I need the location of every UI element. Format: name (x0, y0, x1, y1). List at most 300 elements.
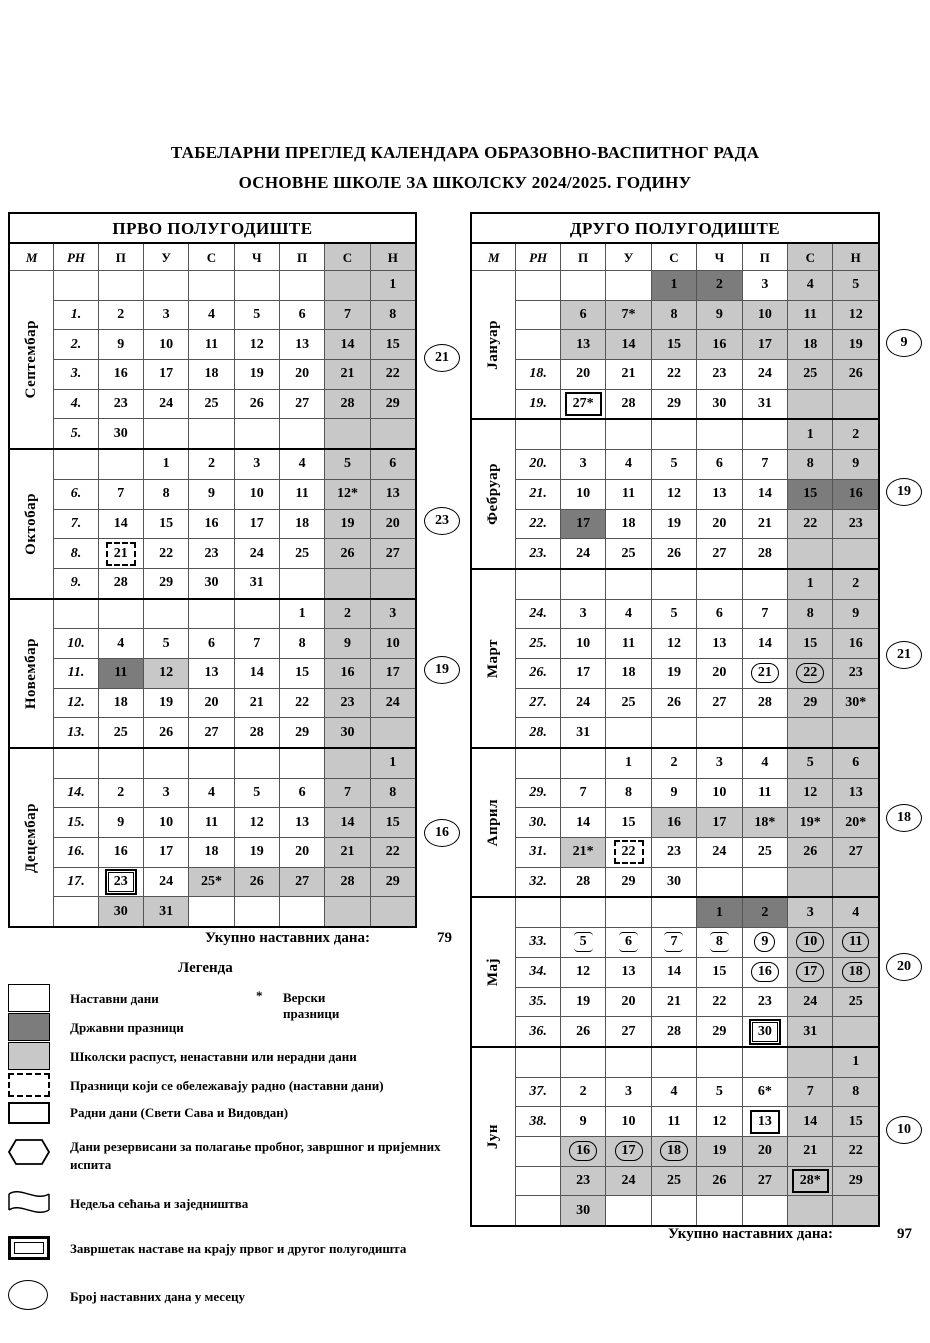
calendar-day (697, 1017, 742, 1047)
day-number: 19 (666, 515, 681, 531)
day-number: 23 (757, 993, 772, 1009)
calendar-day (325, 897, 370, 927)
calendar-day (742, 539, 787, 569)
calendar-day (370, 808, 416, 838)
day-number: 8 (710, 932, 729, 952)
weekday-header: П (98, 243, 143, 271)
day-number: 6 (207, 635, 215, 651)
calendar-day (279, 479, 324, 509)
calendar-day (833, 867, 879, 897)
calendar-day (833, 569, 879, 599)
week-number: 10. (54, 629, 98, 659)
day-number: 23 (340, 694, 355, 710)
calendar-day (98, 568, 143, 598)
day-number: 7 (343, 307, 351, 323)
month-label: Октобар (23, 492, 40, 555)
day-number: 27 (712, 545, 727, 561)
day-number: 6 (298, 307, 306, 323)
day-number: 12 (666, 635, 681, 651)
day-number: 1 (715, 904, 723, 920)
day-number: 27 (295, 396, 310, 412)
week-number: 17. (54, 867, 98, 897)
calendar-day (279, 360, 324, 390)
calendar-day (697, 1166, 742, 1196)
calendar-day (98, 509, 143, 539)
calendar-day (189, 599, 234, 629)
day-number: 16 (569, 1141, 597, 1161)
calendar-day (833, 330, 879, 360)
weekday-header: С (325, 243, 370, 271)
month-label: Децембар (23, 802, 40, 873)
day-number: 13 (848, 785, 863, 801)
week-number: 4. (54, 389, 98, 419)
calendar-day (98, 838, 143, 868)
calendar-day (788, 599, 833, 629)
calendar-day (606, 1107, 651, 1137)
week-number (54, 748, 98, 778)
calendar-day (606, 928, 651, 958)
day-number: 29 (385, 874, 400, 890)
calendar-day (833, 1196, 879, 1226)
month-name (9, 271, 54, 450)
day-number: 11 (621, 635, 636, 651)
calendar-day (560, 539, 605, 569)
calendar-day (560, 360, 605, 390)
calendar-day (697, 360, 742, 390)
week-number: 6. (54, 479, 98, 509)
day-number: 23 (848, 665, 863, 681)
calendar-day (370, 897, 416, 927)
calendar-day (697, 479, 742, 509)
day-number: 3 (715, 755, 723, 771)
week-row (9, 300, 416, 330)
legend-swatch-box (8, 1102, 50, 1124)
day-number: 9 (117, 814, 125, 830)
calendar-day (325, 271, 370, 301)
calendar-day (788, 688, 833, 718)
day-number: 25 (621, 694, 636, 710)
week-row (9, 419, 416, 449)
calendar-day (279, 778, 324, 808)
day-number: 8 (806, 605, 814, 621)
day-number: 19 (249, 844, 264, 860)
calendar-day (279, 867, 324, 897)
month-label: Март (485, 638, 502, 679)
week-number: 7. (54, 509, 98, 539)
day-number: 19 (666, 665, 681, 681)
day-number: 28 (340, 874, 355, 890)
day-number: 17 (159, 366, 174, 382)
calendar-day (189, 867, 234, 897)
calendar-day (742, 479, 787, 509)
calendar-day (560, 271, 605, 301)
calendar-day (651, 389, 696, 419)
day-number: 23 (204, 545, 219, 561)
calendar-day (560, 1136, 605, 1166)
day-number: 16 (204, 515, 219, 531)
day-number: 11 (204, 336, 219, 352)
hexagon-icon (8, 1138, 50, 1166)
calendar-day (98, 389, 143, 419)
day-number: 24 (576, 545, 591, 561)
week-row (471, 1136, 879, 1166)
calendar-day (833, 748, 879, 778)
calendar-day (697, 569, 742, 599)
day-number: 9 (715, 307, 723, 323)
day-number: 3 (253, 456, 261, 472)
day-number: 30 (204, 575, 219, 591)
week-number: 27. (516, 688, 560, 718)
first-semester-total-value: 79 (437, 930, 452, 946)
day-number: 10 (621, 1113, 636, 1129)
calendar-day (742, 867, 787, 897)
week-number (516, 300, 560, 330)
week-row (9, 688, 416, 718)
week-row (471, 330, 879, 360)
calendar-day (143, 599, 188, 629)
calendar-day (189, 658, 234, 688)
calendar-day (697, 778, 742, 808)
calendar-day (788, 928, 833, 958)
week-row (9, 897, 416, 927)
day-number: 29 (803, 694, 818, 710)
day-number: 28 (249, 724, 264, 740)
day-number: 15 (385, 336, 400, 352)
calendar-day (833, 1107, 879, 1137)
calendar-day (606, 1077, 651, 1107)
calendar-day (370, 599, 416, 629)
day-number: 1 (298, 605, 306, 621)
semester-title-row (9, 213, 416, 243)
day-number: 8 (852, 1083, 860, 1099)
calendar-day (234, 808, 279, 838)
day-number: 5 (806, 755, 814, 771)
calendar-day (742, 1047, 787, 1077)
calendar-day (742, 957, 787, 987)
day-number: 15 (803, 635, 818, 651)
calendar-day (279, 629, 324, 659)
day-number: 28 (113, 575, 128, 591)
calendar-day (697, 897, 742, 927)
calendar-day (651, 360, 696, 390)
calendar-day (742, 509, 787, 539)
title-line-2: ОСНОВНЕ ШКОЛЕ ЗА ШКОЛСКУ 2024/2025. ГОДИНУ (238, 173, 692, 192)
calendar-day (833, 539, 879, 569)
calendar-day (651, 419, 696, 449)
week-row (471, 599, 879, 629)
calendar-day (370, 360, 416, 390)
day-number: 26 (576, 1023, 591, 1039)
day-number: 19 (712, 1143, 727, 1159)
calendar-day (143, 389, 188, 419)
calendar-day (560, 867, 605, 897)
week-row (9, 748, 416, 778)
calendar-day (560, 1017, 605, 1047)
day-number: 22 (295, 694, 310, 710)
day-number: 10 (159, 336, 174, 352)
calendar-day (189, 419, 234, 449)
calendar-day (189, 449, 234, 479)
calendar-day (742, 1136, 787, 1166)
week-row (471, 1047, 879, 1077)
calendar-day (560, 1196, 605, 1226)
day-number: 8 (389, 785, 397, 801)
day-number: 13 (295, 336, 310, 352)
day-number: 20 (712, 665, 727, 681)
calendar-day (651, 629, 696, 659)
weekday-header: П (279, 243, 324, 271)
day-number: 21* (572, 844, 594, 860)
calendar-day (697, 928, 742, 958)
day-number: 20 (621, 993, 636, 1009)
week-row (471, 838, 879, 868)
day-number: 4 (761, 755, 769, 771)
calendar-day (651, 718, 696, 748)
calendar-day (234, 330, 279, 360)
week-number: 16. (54, 838, 98, 868)
calendar-day (560, 718, 605, 748)
week-row (9, 629, 416, 659)
day-number: 4 (117, 635, 125, 651)
day-number: 25 (113, 724, 128, 740)
day-number: 18 (113, 694, 128, 710)
calendar-day (651, 539, 696, 569)
day-number: 27* (565, 392, 602, 416)
calendar-day (98, 688, 143, 718)
day-number: 6 (579, 307, 587, 323)
day-number: 5 (670, 605, 678, 621)
calendar-day (651, 330, 696, 360)
calendar-day (606, 330, 651, 360)
day-number: 27 (621, 1023, 636, 1039)
day-number: 14 (340, 336, 355, 352)
calendar-day (560, 569, 605, 599)
calendar-day (98, 419, 143, 449)
day-number: 11 (803, 307, 817, 323)
calendar-day (651, 450, 696, 480)
day-number: 7 (117, 486, 125, 502)
month-label: Јануар (485, 319, 502, 370)
week-number: 24. (516, 599, 560, 629)
calendar-day (788, 1017, 833, 1047)
day-number: 5 (574, 932, 593, 952)
calendar-day (279, 271, 324, 301)
day-number: 27 (757, 1172, 772, 1188)
day-number: 22 (385, 844, 400, 860)
calendar-day (370, 449, 416, 479)
calendar-day (279, 419, 324, 449)
day-number: 5 (162, 635, 170, 651)
weekday-header: РН (54, 243, 98, 271)
calendar-day (833, 928, 879, 958)
calendar-day (560, 300, 605, 330)
day-number: 9 (754, 932, 775, 952)
day-number: 11 (295, 486, 309, 502)
calendar-day (325, 389, 370, 419)
calendar-day (788, 987, 833, 1017)
calendar-day (697, 300, 742, 330)
day-number: 21 (340, 844, 355, 860)
calendar-day (651, 271, 696, 301)
calendar-day (234, 539, 279, 569)
semester-title: ДРУГО ПОЛУГОДИШТЕ (471, 213, 879, 243)
calendar-day (370, 718, 416, 748)
calendar-day (606, 658, 651, 688)
calendar-day (697, 450, 742, 480)
day-number: 27 (712, 694, 727, 710)
week-number: 9. (54, 568, 98, 598)
calendar-day (651, 838, 696, 868)
calendar-day (143, 838, 188, 868)
calendar-day (788, 419, 833, 449)
calendar-day (651, 688, 696, 718)
calendar-day (560, 389, 605, 419)
calendar-day (234, 838, 279, 868)
day-number: 23 (576, 1172, 591, 1188)
weekday-header: Н (370, 243, 416, 271)
calendar-day (606, 629, 651, 659)
calendar-day (651, 897, 696, 927)
day-number: 9 (852, 456, 860, 472)
calendar-day (560, 479, 605, 509)
day-number: 29 (712, 1023, 727, 1039)
week-row (471, 867, 879, 897)
day-number: 22 (614, 840, 644, 864)
calendar-day (234, 300, 279, 330)
calendar-day (833, 360, 879, 390)
day-number: 24 (385, 694, 400, 710)
calendar-day (788, 1107, 833, 1137)
calendar-day (833, 389, 879, 419)
day-number: 31 (576, 724, 591, 740)
calendar-day (279, 449, 324, 479)
week-row (471, 987, 879, 1017)
day-number: 26 (666, 545, 681, 561)
week-row (9, 389, 416, 419)
day-number: 18 (204, 844, 219, 860)
day-number: 19 (249, 366, 264, 382)
day-number: 26 (340, 545, 355, 561)
week-number: 37. (516, 1077, 560, 1107)
calendar-day (742, 688, 787, 718)
calendar-day (788, 509, 833, 539)
weekday-header: М (471, 243, 516, 271)
week-number: 12. (54, 688, 98, 718)
day-number: 30 (340, 724, 355, 740)
calendar-day (189, 330, 234, 360)
calendar-day (742, 1077, 787, 1107)
day-number: 13 (204, 665, 219, 681)
week-number (516, 897, 560, 927)
calendar-day (143, 808, 188, 838)
calendar-day (651, 658, 696, 688)
calendar-day (98, 271, 143, 301)
day-number: 25* (200, 874, 222, 890)
day-number: 29 (621, 874, 636, 890)
day-number: 17 (159, 844, 174, 860)
day-number: 9 (343, 635, 351, 651)
calendar-day (697, 599, 742, 629)
day-number: 27 (204, 724, 219, 740)
day-number: 7 (806, 1083, 814, 1099)
legend-label-star: Верски празници (283, 990, 340, 1021)
day-number: 4 (625, 605, 633, 621)
month-count-circle: 16 (424, 819, 460, 847)
legend-label: Радни дани (Свети Сава и Видовдан) (70, 1105, 289, 1120)
calendar-day (833, 1017, 879, 1047)
day-number: 26 (249, 874, 264, 890)
calendar-day (788, 389, 833, 419)
calendar-day (234, 271, 279, 301)
legend-swatch-double-box (8, 1236, 50, 1260)
calendar-day (697, 330, 742, 360)
calendar-day (189, 389, 234, 419)
week-number: 3. (54, 360, 98, 390)
day-number: 30 (750, 1020, 780, 1044)
day-number: 22 (712, 993, 727, 1009)
calendar-day (697, 629, 742, 659)
calendar-day (788, 450, 833, 480)
weekday-header: С (189, 243, 234, 271)
calendar-day (234, 419, 279, 449)
week-row (471, 479, 879, 509)
weekday-header: П (560, 243, 605, 271)
calendar-day (325, 449, 370, 479)
week-row (471, 778, 879, 808)
weekday-header: У (606, 243, 651, 271)
week-number (516, 1136, 560, 1166)
week-number: 14. (54, 778, 98, 808)
calendar-day (742, 718, 787, 748)
calendar-day (325, 539, 370, 569)
day-number: 14 (666, 964, 681, 980)
day-number: 22 (385, 366, 400, 382)
month-count-circle: 21 (424, 344, 460, 372)
day-number: 28 (621, 396, 636, 412)
calendar-day (325, 629, 370, 659)
week-number: 18. (516, 360, 560, 390)
weekday-header: С (651, 243, 696, 271)
calendar-day (325, 808, 370, 838)
calendar-day (697, 539, 742, 569)
calendar-day (833, 688, 879, 718)
day-number: 8 (806, 456, 814, 472)
calendar-day (651, 928, 696, 958)
day-number: 15 (295, 665, 310, 681)
calendar-day (742, 419, 787, 449)
day-number: 15 (712, 964, 727, 980)
week-number (516, 330, 560, 360)
week-number: 32. (516, 867, 560, 897)
calendar-day (325, 748, 370, 778)
day-number: 15 (385, 814, 400, 830)
day-number: 15 (666, 336, 681, 352)
day-number: 9 (207, 486, 215, 502)
calendar-day (143, 629, 188, 659)
legend-label: Дани резервисани за полагање пробног, завршног и пријемних испита (70, 1139, 441, 1172)
calendar-day (189, 778, 234, 808)
calendar-day (98, 539, 143, 569)
calendar-day (560, 599, 605, 629)
week-number (516, 1196, 560, 1226)
day-number: 28 (576, 874, 591, 890)
calendar-day (833, 271, 879, 301)
day-number: 11 (842, 932, 869, 952)
day-number: 4 (207, 307, 215, 323)
calendar-day (788, 748, 833, 778)
week-number: 33. (516, 928, 560, 958)
day-number: 15 (159, 515, 174, 531)
